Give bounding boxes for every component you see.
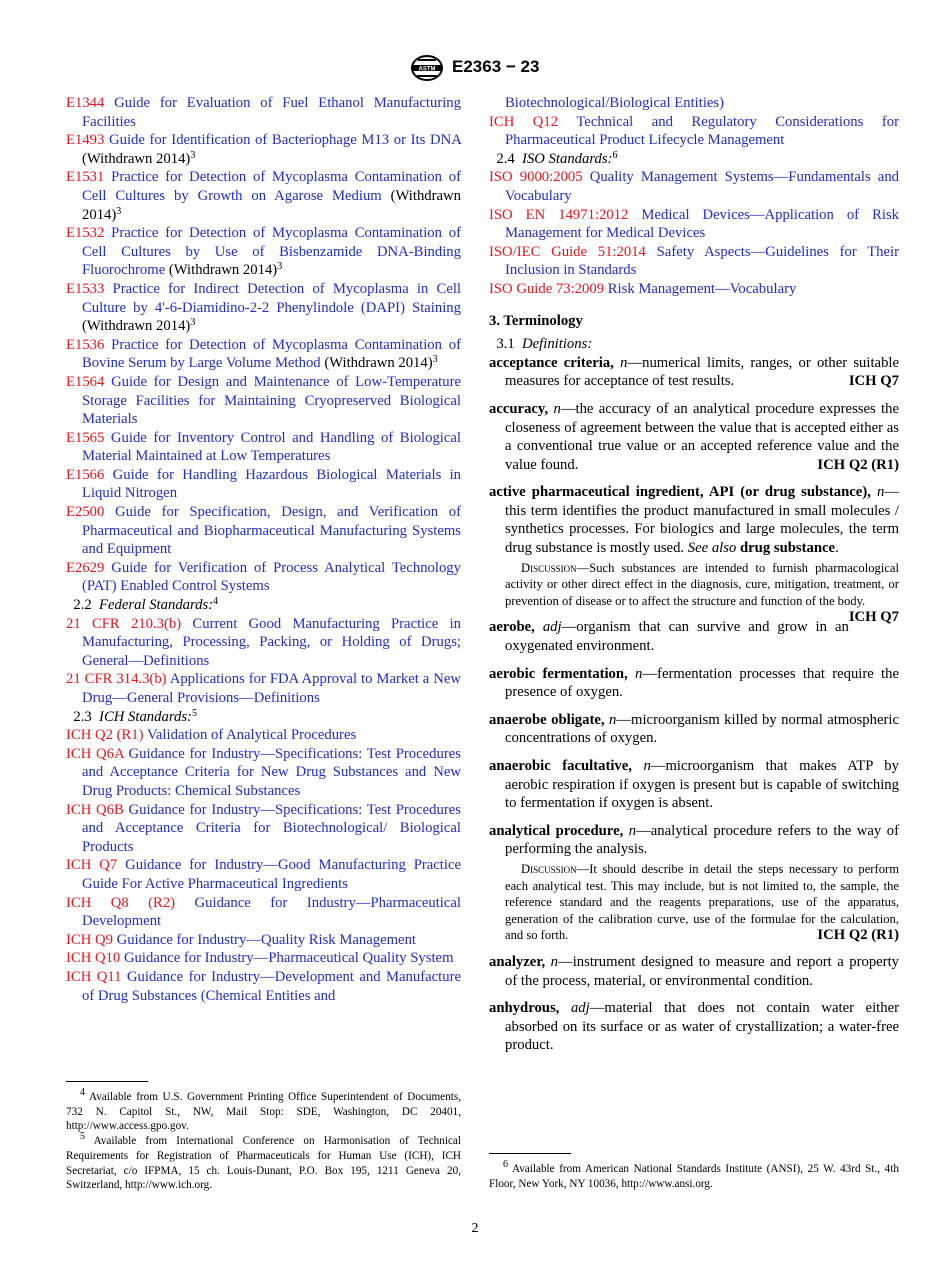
- footnote-marker: 3: [277, 261, 283, 273]
- reference-title[interactable]: Guidance for Industry—Quality Risk Management: [116, 931, 416, 948]
- reference-entry: [66, 968, 461, 1005]
- withdrawn-note: (Withdrawn 2014): [82, 150, 191, 167]
- reference-title[interactable]: Guide for Design and Maintenance of Low-Temperature Storage Facilities for Maintaining Cryopreserved Biological Materials: [82, 373, 461, 428]
- footnote-rule-right: [489, 1153, 571, 1154]
- definition-text: —organism that can survive and grow in an oxygenated environment.: [505, 619, 849, 655]
- reference-code[interactable]: ICH Q9: [66, 931, 113, 948]
- reference-code[interactable]: E1565: [66, 429, 105, 446]
- definition-term: accuracy,: [489, 400, 549, 417]
- part-of-speech: n: [643, 758, 651, 774]
- reference-code[interactable]: E1493: [66, 132, 105, 149]
- see-also: See also: [687, 540, 737, 557]
- reference-entry: [66, 429, 461, 466]
- definition-source[interactable]: ICH Q2 (R1): [817, 927, 899, 944]
- definition: [489, 400, 899, 474]
- definition-term: anaerobe obligate,: [489, 711, 605, 728]
- reference-code[interactable]: ICH Q8 (R2): [66, 894, 176, 911]
- part-of-speech: n: [635, 665, 643, 682]
- reference-title[interactable]: Current Good Manufacturing Practice in Manufacturing, Processing, Packing, or Holding of Drugs; General—Definitions: [82, 615, 461, 669]
- footnote-marker: 3: [432, 354, 438, 366]
- discussion-label: Discussion: [521, 861, 577, 876]
- definition-text: —numerical limits, ranges, or other suitable measures for acceptance of test results.: [505, 354, 900, 390]
- reference-code[interactable]: E1533: [66, 280, 105, 297]
- footnote: [489, 1159, 899, 1191]
- reference-code[interactable]: ICH Q6A: [66, 745, 124, 762]
- definition: [489, 711, 899, 748]
- footnote-number: 6: [503, 1159, 508, 1170]
- footnote-text: Available from International Conference on Harmonisation of Technical Requirements for Registration of Pharmaceuticals for Human Use (ICH), ICH Secretariat, c/o IFPMA, 15 ch. Louis-Dunant, P.O. Box 195, 1211 Geneva 20, Switzerland, http://www.ich.org.: [66, 1135, 461, 1192]
- reference-code[interactable]: E2629: [66, 559, 105, 576]
- definition-term: analyzer,: [489, 953, 546, 970]
- page-header: [0, 54, 950, 84]
- reference-code[interactable]: ISO EN 14971:2012: [489, 206, 629, 223]
- part-of-speech: adj: [542, 619, 562, 636]
- definition-term: acceptance criteria,: [489, 354, 614, 371]
- footnote-marker: 3: [190, 317, 196, 329]
- reference-code[interactable]: ISO 9000:2005: [489, 169, 583, 186]
- part-of-speech: adj: [570, 1000, 590, 1017]
- definition-entry: [489, 665, 899, 702]
- definition-entry: [489, 711, 899, 748]
- reference-title[interactable]: Practice for Detection of Mycoplasma Contamination of Cell Cultures by Use of Bisbenzamide DNA-Binding Fluorochrome: [82, 225, 462, 279]
- reference-title[interactable]: Guidance for Industry—Pharmaceutical Development: [82, 894, 462, 930]
- reference-code[interactable]: E1536: [66, 336, 105, 353]
- footnote-text: Available from U.S. Government Printing Office Superintendent of Documents, 732 N. Capitol St., NW, Mail Stop: SDE, Washington, DC 20401, http://www.access.gpo.gov.: [66, 1091, 461, 1133]
- reference-code[interactable]: 21 CFR 210.3(b): [66, 615, 182, 632]
- reference-entry: [66, 801, 461, 857]
- definition: [489, 354, 899, 391]
- footnotes-right: [489, 1159, 899, 1191]
- reference-entry: [66, 894, 461, 931]
- see-also-term[interactable]: drug substance: [739, 540, 836, 557]
- definition: [489, 822, 899, 859]
- footnotes-left: [66, 1087, 461, 1193]
- reference-title[interactable]: Guidance for Industry—Specifications: Test Procedures and Acceptance Criteria for Biotechnological/ Biological Products: [82, 801, 462, 855]
- withdrawn-note: (Withdrawn 2014): [82, 187, 461, 223]
- definition: [489, 953, 899, 990]
- footnote-number: 4: [80, 1087, 85, 1098]
- reference-title[interactable]: Guidance for Industry—Pharmaceutical Quality System: [123, 950, 454, 967]
- reference-entry: [489, 243, 899, 280]
- reference-code[interactable]: E1564: [66, 373, 105, 390]
- definition-entry: [489, 354, 899, 391]
- reference-code[interactable]: 21 CFR 314.3(b): [66, 671, 167, 688]
- definition-source[interactable]: ICH Q7: [848, 609, 899, 626]
- reference-title[interactable]: Guide for Identification of Bacteriophage M13 or Its DNA: [109, 132, 461, 149]
- definition: [489, 665, 899, 702]
- part-of-speech: n: [609, 711, 617, 728]
- terminology-heading: 3. Terminology: [489, 312, 583, 329]
- reference-title[interactable]: Practice for Indirect Detection of Mycoplasma in Cell Culture by 4'-6-Diamidino-2-2 Phenylindole (DAPI) Staining: [82, 280, 461, 316]
- reference-entry: [66, 931, 461, 950]
- definition-entry: [489, 400, 899, 474]
- part-of-speech: n: [876, 484, 885, 501]
- reference-code[interactable]: E1531: [66, 169, 105, 186]
- reference-code[interactable]: ICH Q2 (R1): [66, 727, 144, 744]
- definition-entry: [489, 953, 899, 990]
- reference-entry: [66, 745, 461, 801]
- withdrawn-note: (Withdrawn 2014): [82, 318, 191, 335]
- reference-title[interactable]: Guide for Evaluation of Fuel Ethanol Manufacturing Facilities: [82, 95, 461, 130]
- reference-title-part[interactable]: Guidance for Industry—Development and Manufacture of Drug Substances (Chemical Entities and: [82, 968, 462, 1004]
- reference-code[interactable]: ICH Q7: [66, 857, 118, 874]
- definitions-subheading: 3.1 Definitions:: [496, 336, 593, 353]
- reference-entry: [66, 726, 461, 745]
- reference-entry: [489, 206, 899, 243]
- definition-term: analytical procedure,: [489, 822, 624, 839]
- federal-standards-heading: 2.2 Federal Standards:$^4$: [73, 596, 219, 614]
- definition: [489, 999, 899, 1055]
- reference-entry: [66, 856, 461, 893]
- reference-title[interactable]: Practice for Detection of Mycoplasma Contamination of Bovine Serum by Large Volume Method: [82, 336, 462, 372]
- reference-title[interactable]: Safety Aspects—Guidelines for Their Inclusion in Standards: [505, 243, 900, 279]
- reference-entry: [66, 670, 461, 707]
- definition-text: —this term identifies the product manufactured in small molecules / synthetics processes. For biologics and large molecules, the term drug substance is mostly used.: [505, 484, 900, 557]
- discussion-label: Discussion: [521, 560, 577, 575]
- discussion-note: [489, 861, 899, 944]
- definition-text: —instrument designed to measure and report a property of the process, material, or environmental condition.: [505, 953, 899, 989]
- reference-title[interactable]: Guide for Inventory Control and Handling of Biological Material Maintained at Low Temperatures: [82, 429, 461, 465]
- reference-entry: [66, 94, 461, 131]
- definition-entry: [489, 757, 899, 813]
- reference-title[interactable]: Guide for Specification, Design, and Verification of Pharmaceutical and Biopharmaceutical Manufacturing Systems and Equipment: [82, 504, 462, 558]
- definition-text: —microorganism that makes ATP by aerobic respiration if oxygen is present but is capable of switching to fermentation if oxygen is absent.: [505, 758, 899, 812]
- reference-code[interactable]: E1566: [66, 466, 105, 483]
- footnote-text: Available from American National Standards Institute (ANSI), 25 W. 43rd St., 4th Floor, New York, NY 10036, http://www.ansi.org.: [489, 1163, 899, 1190]
- page-number: 2: [471, 1221, 479, 1236]
- reference-entry: [66, 168, 461, 224]
- reference-entry: [66, 336, 461, 373]
- ich-standards-heading: 2.3 ICH Standards:$^5$: [73, 707, 197, 725]
- discussion-text: —It should describe in detail the steps necessary to perform each analytical test. This may include, but is not limited to, the sample, the reference standard and the reagents preparations, use of the apparatus, generation of the calibration curve, use of the formulae for the calculation, and so forth.: [505, 861, 899, 943]
- definition-text: —microorganism killed by normal atmospheric concentrations of oxygen.: [505, 711, 900, 747]
- iso-standards-heading: 2.4 ISO Standards:$^6$: [496, 149, 618, 167]
- reference-entry: [66, 224, 461, 280]
- footnote: [66, 1131, 461, 1193]
- reference-title[interactable]: Guide for Verification of Process Analytical Technology (PAT) Enabled Control Systems: [82, 559, 461, 595]
- reference-code[interactable]: ISO Guide 73:2009: [489, 280, 605, 297]
- definition: active pharmaceutical ingredient, API (or drug substance), n—this term identifies the product manufactured in small molecules / synthetics processes. For biologics and large molecules, the term drug substance is mostly used. See also drug substance.: [489, 484, 900, 557]
- reference-entry: [66, 503, 461, 559]
- ich-q11-continued: Biotechnological/Biological Entities): [505, 95, 725, 111]
- reference-entry: [489, 113, 899, 150]
- definition-term: anaerobic facultative,: [489, 758, 632, 774]
- definition-source[interactable]: ICH Q7: [848, 373, 899, 390]
- document-designation: E2363 − 23: [452, 57, 540, 76]
- reference-entry: [489, 168, 899, 205]
- reference-code[interactable]: ICH Q6B: [66, 801, 124, 818]
- reference-entry: [66, 280, 461, 336]
- reference-title[interactable]: Applications for FDA Approval to Market a New Drug—General Provisions—Definitions: [82, 671, 461, 706]
- definition: [489, 618, 899, 655]
- reference-code[interactable]: ICH Q12: [489, 113, 559, 130]
- discussion-note: [489, 560, 899, 626]
- definition-term: anhydrous,: [489, 1000, 560, 1017]
- definition-source[interactable]: ICH Q2 (R1): [817, 456, 899, 473]
- left-column: [66, 94, 461, 1005]
- reference-title[interactable]: Risk Management—Vocabulary: [607, 280, 797, 297]
- definition-entry: [489, 618, 899, 655]
- footnote-marker: 3: [116, 205, 122, 217]
- reference-title[interactable]: Guide for Handling Hazardous Biological Materials in Liquid Nitrogen: [82, 466, 461, 502]
- footnote: [66, 1087, 461, 1134]
- reference-title[interactable]: Guidance for Industry—Good Manufacturing Practice Guide For Active Pharmaceutical Ingredients: [82, 857, 462, 892]
- reference-entry: [66, 615, 461, 671]
- svg-text:ASTM: ASTM: [418, 66, 436, 73]
- part-of-speech: n: [628, 822, 637, 839]
- definition-term: aerobic fermentation,: [489, 665, 628, 682]
- reference-code[interactable]: ICH Q11: [66, 968, 122, 985]
- reference-entry: [66, 949, 461, 968]
- definition-text: —analytical procedure refers to the way of performing the analysis.: [505, 822, 899, 858]
- reference-title[interactable]: Guidance for Industry—Specifications: Test Procedures and Acceptance Criteria for New Drug Substances and New Drug Products: Chemical Substances: [82, 745, 462, 799]
- definition-entry: [489, 822, 899, 944]
- reference-entry: [66, 559, 461, 596]
- footnote-number: 5: [80, 1131, 85, 1143]
- reference-title[interactable]: Practice for Detection of Mycoplasma Contamination of Cell Cultures by Growth on Agarose Medium: [82, 169, 462, 204]
- definition-text: —material that does not contain water either absorbed on its surface or as water of crystallization; a water-free product.: [505, 1000, 899, 1054]
- reference-entry: [66, 131, 461, 168]
- definition-entry: [489, 483, 900, 626]
- definition-text: —fermentation processes that require the presence of oxygen.: [505, 665, 899, 701]
- part-of-speech: n: [550, 953, 558, 970]
- reference-entry: [66, 373, 461, 429]
- reference-title[interactable]: Validation of Analytical Procedures: [146, 727, 357, 744]
- reference-title[interactable]: Quality Management Systems—Fundamentals and Vocabulary: [505, 169, 900, 204]
- reference-title[interactable]: Technical and Regulatory Considerations for Pharmaceutical Product Lifecycle Management: [505, 113, 899, 149]
- reference-code[interactable]: E1344: [66, 95, 105, 111]
- part-of-speech: n: [620, 354, 628, 371]
- reference-entry: [66, 466, 461, 503]
- footnote-rule-left: [66, 1081, 148, 1082]
- definition-entry: [489, 999, 899, 1055]
- withdrawn-note: (Withdrawn 2014): [324, 355, 433, 372]
- reference-entry: [489, 280, 899, 299]
- discussion-text: —Such substances are intended to furnish pharmacological activity or other direct effect in the diagnosis, cure, mitigation, treatment, or prevention of disease or to affect the structure and function of the body.: [505, 560, 899, 608]
- reference-code[interactable]: E2500: [66, 504, 105, 521]
- footnote-marker: 3: [190, 149, 196, 161]
- reference-code[interactable]: ISO/IEC Guide 51:2014: [489, 243, 646, 260]
- part-of-speech: n: [553, 400, 561, 417]
- definition-term: aerobe,: [489, 619, 535, 636]
- definition-term: active pharmaceutical ingredient, API (or drug substance),: [489, 484, 871, 501]
- reference-code[interactable]: ICH Q10: [66, 950, 121, 967]
- definition-text: —the accuracy of an analytical procedure expresses the closeness of agreement between the value that is accepted either as a conventional true value or an accepted reference value and the value found.: [505, 400, 899, 473]
- reference-code[interactable]: E1532: [66, 225, 105, 242]
- reference-title[interactable]: Medical Devices—Application of Risk Management for Medical Devices: [505, 206, 900, 242]
- right-column: [489, 94, 899, 1064]
- withdrawn-note: (Withdrawn 2014): [168, 262, 278, 279]
- definition: [489, 757, 899, 813]
- astm-logo-icon: [410, 54, 444, 82]
